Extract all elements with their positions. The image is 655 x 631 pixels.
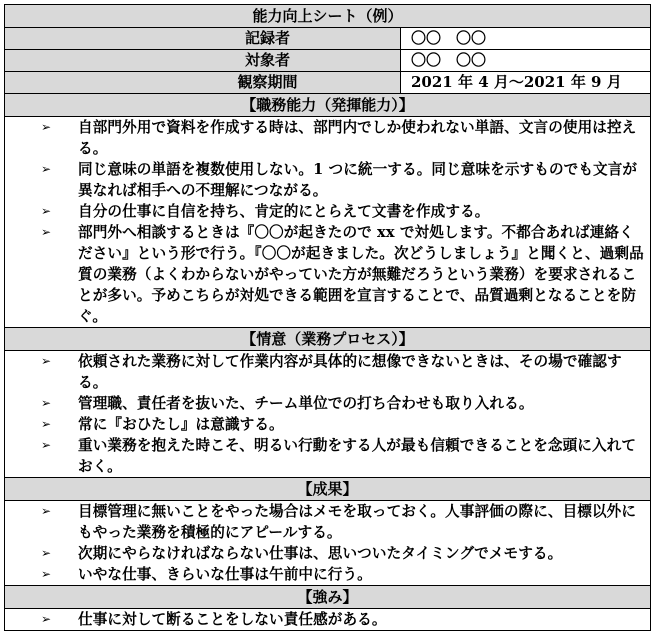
- bullet-arrow-icon: ➢: [41, 612, 52, 626]
- section-heading-strengths: 【強み】: [5, 586, 651, 609]
- bullet-arrow-icon: ➢: [41, 546, 52, 560]
- sheet-title: 能力向上シート（例）: [5, 5, 651, 28]
- bullet-arrow-icon: ➢: [41, 417, 52, 431]
- section-heading-results: 【成果】: [5, 478, 651, 501]
- bullet-arrow-icon: ➢: [41, 120, 52, 134]
- list-item: ➢ 次期にやらなければならない仕事は、思いついたタイミングでメモする。: [41, 545, 563, 562]
- list-item: ➢ 管理職、責任者を抜いた、チーム単位での打ち合わせも取り入れる。: [41, 395, 534, 412]
- section-body-strengths: [5, 609, 651, 631]
- bullet-arrow-icon: ➢: [41, 396, 52, 410]
- list-item: ➢ 仕事に対して断ることをしない責任感がある。: [41, 611, 387, 628]
- list-item: ➢ 部門外へ相談するときは『〇〇が起きたので xx で対処します。不都合あれば連絡ください』という形で行う。『〇〇が起きました。次どうしましょう』と聞くと、過剰品質の業務（よくわからないがやっていた方が無難だろうという業務）を要求されることが多い。予めこちらが対処できる範囲を宣言することで、品質過剰となることを防ぐ。: [41, 224, 644, 325]
- bullet-arrow-icon: ➢: [41, 162, 52, 176]
- list-item: ➢ いやな仕事、きらいな仕事は午前中に行う。: [41, 566, 372, 583]
- list-item: ➢ 常に『おひたし』は意識する。: [41, 416, 284, 433]
- bullet-arrow-icon: ➢: [41, 204, 52, 218]
- list-item: ➢ 依頼された業務に対して作業内容が具体的に想像できないときは、その場で確認する。: [41, 353, 622, 391]
- meta-row-subject: [5, 50, 651, 72]
- meta-label-subject: 対象者: [5, 50, 401, 72]
- list-item: ➢ 自分の仕事に自信を持ち、肯定的にとらえて文書を作成する。: [41, 203, 490, 220]
- bullet-arrow-icon: ➢: [41, 354, 52, 368]
- section-heading-job-ability: 【職務能力（発揮能力）】: [5, 94, 651, 117]
- bullet-arrow-icon: ➢: [41, 567, 52, 581]
- section-heading-attitude: 【情意（業務プロセス）】: [5, 328, 651, 351]
- bullet-arrow-icon: ➢: [41, 504, 52, 518]
- section-body-attitude: [5, 351, 651, 478]
- bullet-arrow-icon: ➢: [41, 438, 52, 452]
- meta-label-recorder: 記録者: [5, 28, 401, 50]
- meta-value-recorder: 〇〇 〇〇: [401, 28, 651, 50]
- list-item: ➢ 同じ意味の単語を複数使用しない。1 つに統一する。同じ意味を示すものでも文言が異なれば相手への不理解につながる。: [41, 161, 638, 199]
- list-item: ➢ 目標管理に無いことをやった場合はメモを取っておく。人事評価の際に、目標以外にもやった業務を積極的にアピールする。: [41, 503, 637, 541]
- meta-row-recorder: [5, 28, 651, 50]
- list-item: ➢ 自部門外用で資料を作成する時は、部門内でしか使われない単語、文言の使用は控える。: [41, 119, 637, 157]
- section-body-results: [5, 501, 651, 586]
- ability-sheet-table: [4, 4, 651, 631]
- section-body-job-ability: [5, 117, 651, 328]
- meta-value-period: 2021 年 4 月～2021 年 9 月: [401, 72, 651, 94]
- list-item: ➢ 重い業務を抱えた時こそ、明るい行動をする人が最も信頼できることを念頭に入れておく。: [41, 437, 637, 475]
- meta-row-period: [5, 72, 651, 94]
- meta-label-period: 観察期間: [5, 72, 401, 94]
- meta-value-subject: 〇〇 〇〇: [401, 50, 651, 72]
- bullet-arrow-icon: ➢: [41, 225, 52, 239]
